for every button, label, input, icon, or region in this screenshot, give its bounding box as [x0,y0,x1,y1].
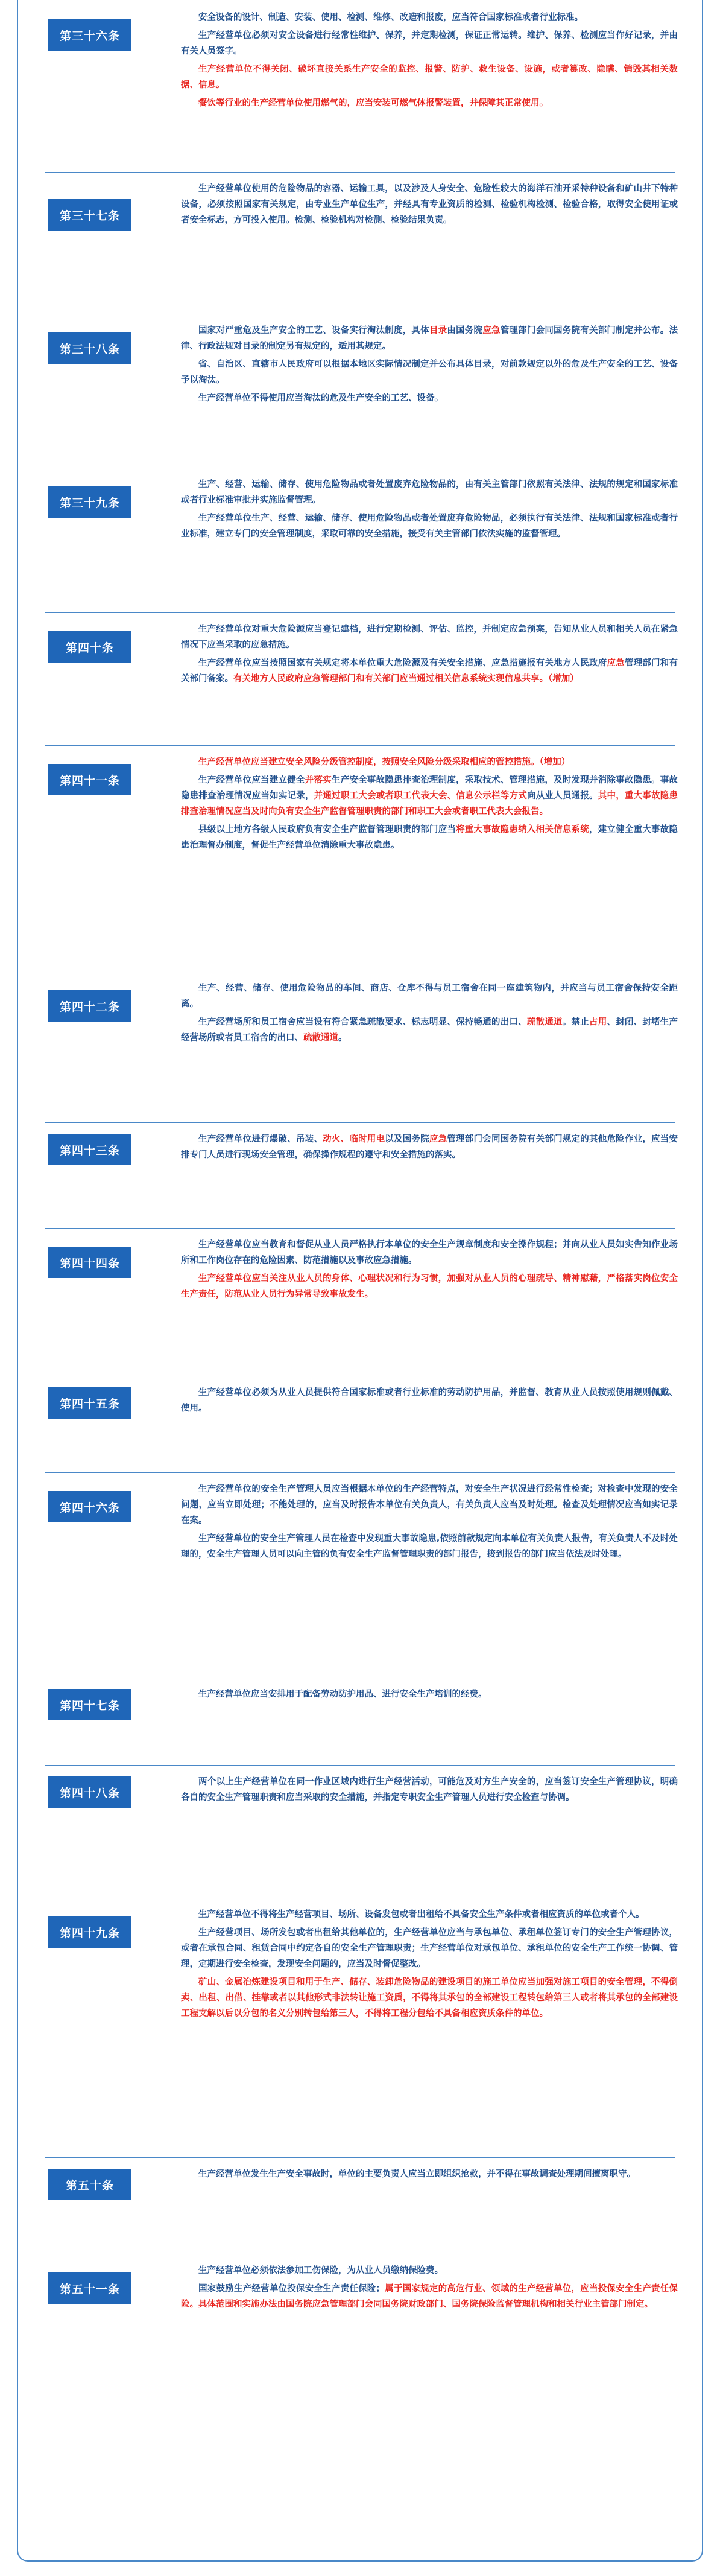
provision-text: 生产经营单位的安全生产管理人员应当根据本单位的生产经营特点，对安全生产状况进行经常性检查；对检查中发现的安全问题，应当立即处理；不能处理的，应当及时报告本单位有关负责人，有关负责人应当及时处理。检查及处理情况应当如实记录在案。 [181,1484,678,1525]
provision-text: 以及国务院 [385,1134,429,1144]
article-paragraph [181,2281,678,2312]
provision-text: 。 [338,1033,347,1043]
provision-text: 两个以上生产经营单位在同一作业区域内进行生产经营活动，可能危及对方生产安全的，应当签订安全生产管理协议，明确各自的安全生产管理职责和应当采取的安全措施，并指定专职安全生产管理人员进行安全检查与协调。 [181,1777,678,1802]
article-paragraph [181,1687,678,1702]
article-number-tag: 第五十条 [48,2169,131,2200]
amended-text: 矿山、金属冶炼建设项目和用于生产、储存、装卸危险物品的建设项目的施工单位应当加强对施工项目的安全管理，不得倒卖、出租、出借、挂靠或者以其他形式非法转让施工资质，不得将其承包的全部建设工程转包给第三人或者将其承包的全部建设工程支解以后以分包的名义分别转包给第三人，不得将工程分包给不具备相应资质条件的单位。 [181,1977,678,2018]
provision-text: 生产经营项目、场所发包或者出租给其他单位的，生产经营单位应当与承包单位、承租单位签订专门的安全生产管理协议，或者在承包合同、租赁合同中约定各自的安全生产管理职责；生产经营单位对承包单位、承租单位的安全生产工作统一协调、管理，定期进行安全检查，发现安全问题的，应当及时督促整改。 [181,1928,678,1969]
section-divider [45,1765,675,1766]
article-body [181,754,678,856]
article-body [181,2263,678,2315]
provision-text: ，建立健全重大事故隐患治理督办制度，督促生产经营单位消除重大事故隐患。 [181,825,678,850]
amended-text: 生产经营单位应当关注从业人员的身体、心理状况和行为习惯，加强对从业人员的心理疏导、精神慰藉，严格落实岗位安全生产责任，防范从业人员行为异常导致事故发生。 [181,1274,678,1299]
provision-text: 安全设备的设计、制造、安装、使用、检测、维修、改造和报废，应当符合国家标准或者行业标准。 [198,13,583,22]
article-body [181,622,678,689]
article-number-tag: 第四十七条 [48,1689,131,1720]
article-paragraph [181,622,678,653]
article-body [181,1907,678,2024]
article-paragraph [181,2166,678,2182]
article-paragraph [181,62,678,93]
provision-text: 、封闭、封堵生产经营场所或者员工宿舍的出口、 [181,1017,678,1043]
article-paragraph [181,981,678,1012]
provision-text: 生产经营单位必须对安全设备进行经常性维护、保养，并定期检测，保证正常运转。维护、保养、检测应当作好记录，并由有关人员签字。 [181,31,678,56]
provision-text: 管理部门和有关部门备案。 [181,658,678,684]
article-paragraph [181,1385,678,1416]
amended-text: 生产经营单位应当建立安全风险分级管控制度，按照安全风险分级采取相应的管控措施。（增加） [198,757,570,767]
amended-text: 目录 [429,326,447,336]
article-number-tag: 第四十九条 [48,1916,131,1948]
article-number-tag: 第四十五条 [48,1387,131,1419]
provision-text: 生产经营场所和员工宿舍应当设有符合紧急疏散要求、标志明显、保持畅通的出口、 [198,1017,527,1027]
article-paragraph [181,655,678,687]
article-body [181,181,678,231]
provision-text: 生产经营单位应当按照国家有关规定将本单位重大危险源及有关安全措施、应急措施报有关地方人民政府 [198,658,607,668]
section-divider [45,2157,675,2158]
article-paragraph [181,1774,678,1805]
amended-text: 餐饮等行业的生产经营单位使用燃气的，应当安装可燃气体报警装置，并保障其正常使用。 [198,98,548,108]
provision-text: 生产经营单位进行爆破、吊装、 [198,1134,323,1144]
section-divider [45,172,675,173]
provision-text: 。禁止 [562,1017,589,1027]
amended-text: 生产经营单位不得关闭、破坏直接关系生产安全的监控、报警、防护、救生设备、设施，或者篡改、隐瞒、销毁其相关数据、信息。 [181,65,678,90]
article-body [181,1774,678,1808]
article-number-tag: 第四十一条 [48,764,131,795]
amended-text: 动火、临时用电 [323,1134,385,1144]
section-divider [45,1228,675,1229]
provision-text: 生产经营单位应当教育和督促从业人员严格执行本单位的安全生产规章制度和安全操作规程；并向从业人员如实告知作业场所和工作岗位存在的危险因素、防范措施以及事故应急措施。 [181,1240,678,1265]
article-paragraph [181,822,678,853]
article-body [181,1237,678,1305]
provision-text: 生产经营单位对重大危险源应当登记建档，进行定期检测、评估、监控，并制定应急预案，告知从业人员和相关人员在紧急情况下应当采取的应急措施。 [181,625,678,650]
provision-text: 由国务院 [447,326,483,336]
amended-text: 应急 [429,1134,447,1144]
article-number-tag: 第四十条 [48,631,131,663]
article-body [181,1687,678,1705]
amended-text: 属于国家规定的高危行业、领域的生产经营单位，应当投保安全生产责任保险。具体范围和实施办法由国务院应急管理部门会同国务院财政部门、国务院保险监督管理机构和相关行业主管部门制定。 [181,2284,678,2309]
article-paragraph [181,1907,678,1922]
article-number-tag: 第四十四条 [48,1247,131,1278]
article-body [181,477,678,544]
amended-text: 其中，重大事故隐患排查治理情况应当及时向负有安全生产监督管理职责的部门和职工大会或者职工代表大会报告。 [181,791,678,816]
article-body [181,323,678,409]
amended-text: 疏散通道 [303,1033,338,1043]
article-number-tag: 第三十六条 [48,19,131,51]
provision-text: 生产、经营、储存、使用危险物品的车间、商店、仓库不得与员工宿舍在同一座建筑物内，并应当与员工宿舍保持安全距离。 [181,984,678,1009]
article-number-tag: 第四十八条 [48,1776,131,1808]
provision-text: 生产经营单位发生生产安全事故时，单位的主要负责人应当立即组织抢救，并不得在事故调查处理期间擅离职守。 [198,2169,636,2179]
provision-text: 生产经营单位应当安排用于配备劳动防护用品、进行安全生产培训的经费。 [198,1690,487,1699]
article-body [181,2166,678,2184]
amended-text: 将重大事故隐患纳入相关信息系统 [456,825,589,835]
article-number-tag: 第三十七条 [48,199,131,231]
section-divider [45,1472,675,1473]
provision-text: 生产经营单位不得使用应当淘汰的危及生产安全的工艺、设备。 [198,393,443,403]
provision-text: 生产经营单位使用的危险物品的容器、运输工具，以及涉及人身安全、危险性较大的海洋石油开采特种设备和矿山井下特种设备，必须按照国家有关规定，由专业生产单位生产，并经具有专业资质的检测、检验机构检测、检验合格，取得安全使用证或者安全标志，方可投入使用。检测、检验机构对检测、检验结果负责。 [181,184,678,225]
article-paragraph [181,181,678,228]
article-paragraph [181,510,678,542]
provision-text: 生产经营单位不得将生产经营项目、场所、设备发包或者出租给不具备安全生产条件或者相应资质的单位或者个人。 [198,1910,645,1919]
provision-text: 向从业人员通报。 [527,791,598,801]
amended-text: 应急 [482,326,501,336]
article-number-tag: 第三十八条 [48,332,131,364]
article-paragraph [181,1131,678,1163]
article-paragraph [181,10,678,25]
article-paragraph [181,1974,678,2021]
article-number-tag: 第五十一条 [48,2272,131,2304]
provision-text: 省、自治区、直辖市人民政府可以根据本地区实际情况制定并公布具体目录，对前款规定以外的危及生产安全的工艺、设备予以淘汰。 [181,360,678,385]
article-paragraph [181,1014,678,1046]
article-number-tag: 第四十二条 [48,990,131,1022]
amended-text: 应急 [607,658,625,668]
article-paragraph [181,1531,678,1562]
section-divider [45,745,675,746]
article-paragraph [181,95,678,111]
provision-text: 管理部门会同国务院有关部门规定的其他危险作业，应当安排专门人员进行现场安全管理，确保操作规程的遵守和安全措施的落实。 [181,1134,678,1160]
article-paragraph [181,28,678,59]
article-paragraph [181,754,678,770]
provision-text: 国家对严重危及生产安全的工艺、设备实行淘汰制度，具体 [198,326,429,336]
provision-text: 生产经营单位的安全生产管理人员在检查中发现重大事故隐患,依照前款规定向本单位有关负责人报告，有关负责人不及时处理的，安全生产管理人员可以向主管的负有安全生产监督管理职责的部门报告，接到报告的部门应当依法及时处理。 [181,1534,678,1559]
provision-text: 生产经营单位生产、经营、运输、储存、使用危险物品或者处置废弃危险物品，必须执行有关法律、法规和国家标准或者行业标准，建立专门的安全管理制度，采取可靠的安全措施，接受有关主管部门依法实施的监督管理。 [181,514,678,539]
section-divider [45,1122,675,1123]
article-paragraph [181,323,678,354]
article-body [181,1481,678,1565]
provision-text: 国家鼓励生产经营单位投保安全生产责任保险； [198,2284,385,2294]
amended-text: 并通过职工大会或者职工代表大会、信息公示栏等方式 [314,791,528,801]
article-body [181,1131,678,1165]
article-paragraph [181,357,678,388]
article-paragraph [181,1271,678,1302]
amended-text: 有关地方人民政府应急管理部门和有关部门应当通过相关信息系统实现信息共享。（增加） [233,674,579,684]
article-number-tag: 第四十六条 [48,1491,131,1522]
amended-text: 占用 [589,1017,607,1027]
article-body [181,1385,678,1419]
article-body [181,981,678,1048]
provision-text: 生产经营单位应当建立健全 [198,775,305,785]
amended-text: 并落实 [305,775,332,785]
provision-text: 县级以上地方各级人民政府负有安全生产监督管理职责的部门应当 [198,825,456,835]
article-paragraph [181,772,678,819]
article-paragraph [181,1237,678,1268]
article-paragraph [181,390,678,406]
article-paragraph [181,1481,678,1528]
section-divider [45,612,675,613]
article-paragraph [181,1925,678,1972]
amended-text: 疏散通道 [526,1017,563,1027]
article-number-tag: 第四十三条 [48,1134,131,1165]
provision-text: 生产经营单位必须依法参加工伤保险，为从业人员缴纳保险费。 [198,2266,443,2275]
provision-text: 生产经营单位必须为从业人员提供符合国家标准或者行业标准的劳动防护用品，并监督、教育从业人员按照使用规则佩戴、使用。 [181,1388,678,1413]
article-number-tag: 第三十九条 [48,486,131,518]
provision-text: 管理部门会同国务院有关部门制定并公布。法律、行政法规对目录的制定另有规定的，适用其规定。 [181,326,678,351]
provision-text: 生产安全事故隐患排查治理制度，采取技术、管理措施，及时发现并消除事故隐患。事故隐患排查治理情况应当如实记录， [181,775,678,801]
article-paragraph [181,477,678,508]
provision-text: 生产、经营、运输、储存、使用危险物品或者处置废弃危险物品的，由有关主管部门依照有关法律、法规的规定和国家标准或者行业标准审批并实施监督管理。 [181,480,678,505]
article-paragraph [181,2263,678,2279]
article-body [181,10,678,113]
